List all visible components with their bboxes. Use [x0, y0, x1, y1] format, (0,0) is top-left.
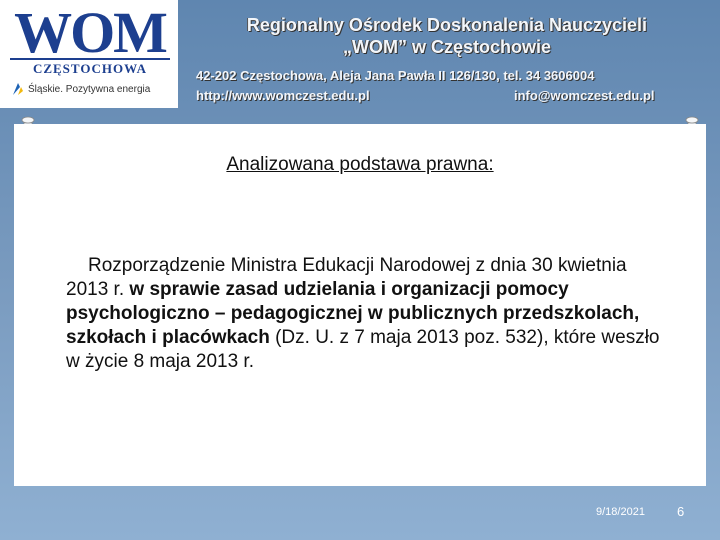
slide-heading: Analizowana podstawa prawna:	[226, 154, 494, 175]
title-line-1: Regionalny Ośrodek Doskonalenia Nauczycieli	[246, 15, 648, 35]
slaskie-logo-icon	[12, 82, 24, 96]
content-card	[14, 124, 706, 486]
body-text-part-1: Rozporządzenie Ministra Edukacji Narodowej z dnia 30 kwietnia 2013 r.	[66, 255, 627, 300]
email-link[interactable]: info@womczest.edu.pl	[514, 88, 655, 103]
institution-title	[182, 14, 712, 58]
slide-body	[66, 254, 666, 374]
partner-logo	[12, 82, 150, 96]
body-text-bold: w sprawie zasad udzielania i organizacji pomocy psychologiczno – pedagogicznej w publicznych przedszkolach, szkołach i placówkach	[66, 279, 640, 348]
institution-address: 42-202 Częstochowa, Aleja Jana Pawła II 126/130, tel. 34 3606004	[196, 68, 595, 83]
logo-text: WOM	[14, 0, 166, 65]
partner-logo-text: Śląskie. Pozytywna energia	[28, 83, 151, 95]
logo-city: CZĘSTOCHOWA	[10, 58, 170, 77]
wom-logo	[0, 0, 178, 108]
website-link[interactable]: http://www.womczest.edu.pl	[196, 88, 370, 103]
body-text-part-2: (Dz. U. z 7 maja 2013 poz. 532), które weszło w życie 8 maja 2013 r.	[66, 327, 660, 372]
footer-date: 9/18/2021	[596, 506, 645, 518]
page-number: 6	[677, 504, 685, 519]
title-line-2: „WOM” w Częstochowie	[342, 37, 551, 57]
